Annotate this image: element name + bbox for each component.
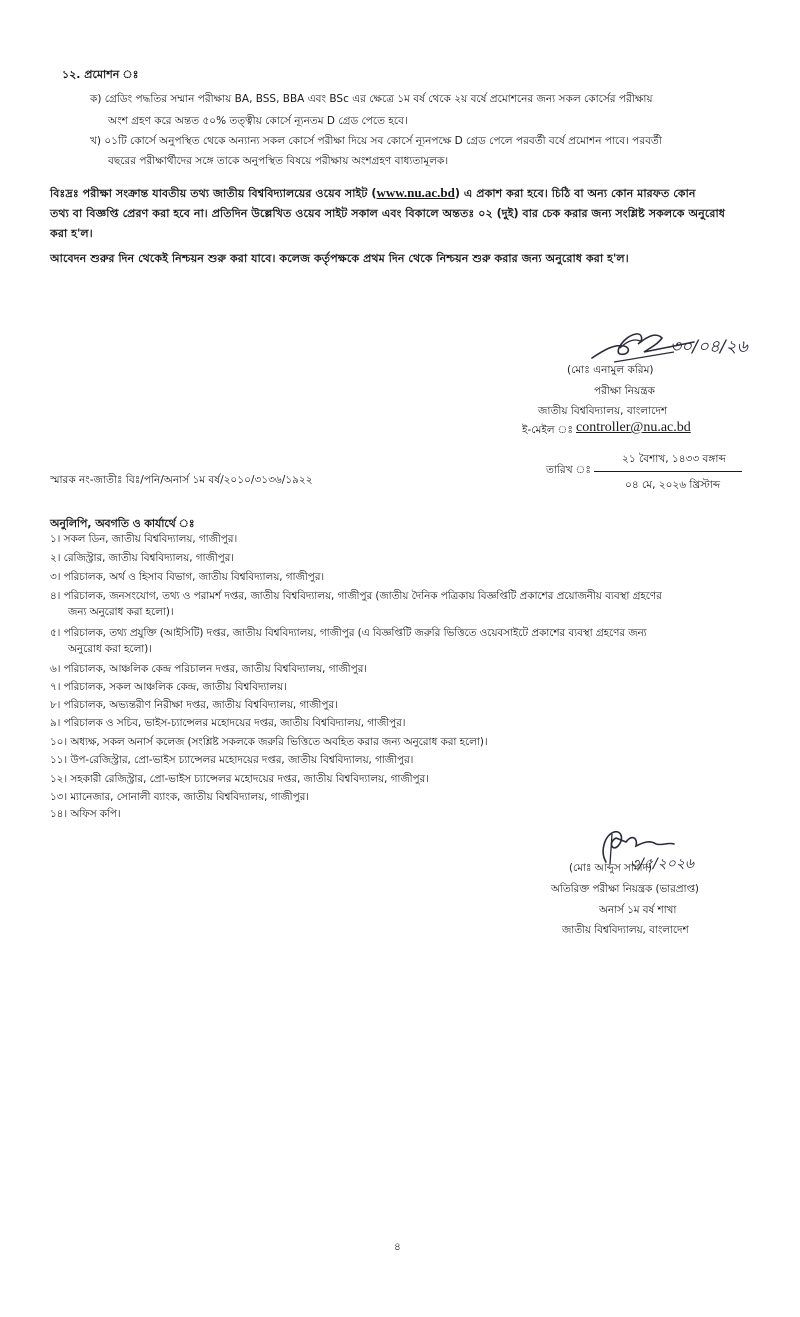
- controller-name: (মোঃ এনামুল করিম): [567, 364, 654, 376]
- copy-item: ১। সকল ডিন, জাতীয় বিশ্ববিদ্যালয়, গাজীপুর।: [50, 533, 238, 545]
- notice-line4: আবেদন শুরুর দিন থেকেই নিশ্চয়ন শুরু করা যাবে। কলেজ কর্তৃপক্ষকে প্রথম দিন থেকে নিশ্চয়ন শুরু করার জন্য অনুরোধ করা হ'ল।: [50, 252, 629, 265]
- additional-controller-name: (মোঃ আব্দুস সামাদ): [569, 862, 652, 874]
- additional-controller-title: অতিরিক্ত পরীক্ষা নিয়ন্ত্রক (ভারপ্রাপ্ত): [551, 883, 699, 895]
- date-label: তারিখ ঃ: [546, 464, 591, 476]
- date-divider: [594, 471, 742, 472]
- copy-item: ৪। পরিচালক, জনসংযোগ, তথ্য ও পরামর্শ দপ্তর, জাতীয় বিশ্ববিদ্যালয়, গাজীপুর (জাতীয় দৈনিক পত্রিকায় বিজ্ঞপ্তিটি প্রকাশের প্রয়োজনীয় ব্যবস্থা গ্রহণের: [50, 590, 662, 602]
- date-bangla: ২১ বৈশাখ, ১৪৩৩ বঙ্গাব্দ: [622, 453, 726, 465]
- copy-item: ৩। পরিচালক, অর্থ ও হিসাব বিভাগ, জাতীয় বিশ্ববিদ্যালয়, গাজীপুর।: [50, 571, 325, 583]
- copy-item-continuation: অনুরোধ করা হলো)।: [68, 643, 152, 655]
- copy-item: ৫। পরিচালক, তথ্য প্রযুক্তি (আইসিটি) দপ্তর, জাতীয় বিশ্ববিদ্যালয়, গাজীপুর (এ বিজ্ঞপ্তিটি জরুরি ভিত্তিতে ওয়েবসাইটে প্রকাশের ব্যবস্থা গ্রহণের জন্য: [50, 627, 647, 639]
- copy-item: ১০। অধ্যক্ষ, সকল অনার্স কলেজ (সংশ্লিষ্ট সকলকে জরুরি ভিত্তিতে অবহিত করার জন্য অনুরোধ করা হলো)।: [50, 736, 488, 748]
- copy-item: ১৪। অফিস কপি।: [50, 808, 121, 820]
- notice-text-after: ) এ প্রকাশ করা হবে। চিঠি বা অন্য কোন মারফত কোন: [454, 187, 696, 200]
- copy-item: ৬। পরিচালক, আঞ্চলিক কেন্দ্র পরিচালন দপ্তর, জাতীয় বিশ্ববিদ্যালয়, গাজীপুর।: [50, 663, 367, 675]
- promotion-rule-a-line1: ক) গ্রেডিং পদ্ধতির সম্মান পরীক্ষায় BA, BSS, BBA এবং BSc এর ক্ষেত্রে ১ম বর্ষ থেকে ২য় বর্ষে প্রমোশনের জন্য সকল কোর্সের পরীক্ষায়: [90, 93, 653, 105]
- copy-item: ১৩। ম্যানেজার, সোনালী ব্যাংক, জাতীয় বিশ্ববিদ্যালয়, গাজীপুর।: [50, 791, 309, 803]
- copy-item: ২। রেজিস্ট্রার, জাতীয় বিশ্ববিদ্যালয়, গাজীপুর।: [50, 552, 234, 564]
- copy-item: ১২। সহকারী রেজিস্ট্রার, প্রো-ভাইস চ্যান্সেলর মহোদয়ের দপ্তর, জাতীয় বিশ্ববিদ্যালয়, গাজীপুর।: [50, 773, 429, 785]
- copy-item: ৮। পরিচালক, অভ্যন্তরীণ নিরীক্ষা দপ্তর, জাতীয় বিশ্ববিদ্যালয়, গাজীপুর।: [50, 699, 338, 711]
- notice-text-before: বিঃদ্রঃ পরীক্ষা সংক্রান্ত যাবতীয় তথ্য জাতীয় বিশ্ববিদ্যালয়ের ওয়েব সাইট (: [50, 187, 377, 200]
- notice-line1: [50, 185, 696, 204]
- section-12-title: ১২. প্রমোশন ঃ: [62, 68, 139, 81]
- date-gregorian: ০৪ মে, ২০২৬ খ্রিস্টাব্দ: [625, 479, 721, 491]
- copy-item-continuation: জন্য অনুরোধ করা হলো)।: [68, 606, 174, 618]
- email-link[interactable]: controller@nu.ac.bd: [576, 420, 691, 435]
- promotion-rule-b-line2: বছরের পরীক্ষার্থীদের সঙ্গে তাকে অনুপস্থিত বিষয়ে পরীক্ষায় অংশগ্রহণ বাধ্যতামূলক।: [108, 155, 449, 167]
- promotion-rule-a-line2: অংশ গ্রহণ করে অন্তত ৫০% তত্ত্বীয় কোর্সে ন্যূনতম D গ্রেড পেতে হবে।: [108, 115, 408, 127]
- page-number: ৪: [394, 1241, 401, 1253]
- copy-item: ৭। পরিচালক, সকল আঞ্চলিক কেন্দ্র, জাতীয় বিশ্ববিদ্যালয়।: [50, 681, 287, 693]
- notice-line3: করা হ'ল।: [50, 227, 93, 240]
- promotion-rule-b-line1: খ) ০১টি কোর্সে অনুপস্থিত থেকে অন্যান্য সকল কোর্সে পরীক্ষা দিয়ে সব কোর্সে ন্যূনপক্ষে D গ্রেড পেলে পরবর্তী বর্ষে প্রমোশন পাবে। পরবর্তী: [90, 135, 662, 147]
- copy-item: ৯। পরিচালক ও সচিব, ভাইস-চ্যান্সেলর মহোদয়ের দপ্তর, জাতীয় বিশ্ববিদ্যালয়, গাজীপুর।: [50, 717, 406, 729]
- svg-text:৩০/০৪/২৬: ৩০/০৪/২৬: [670, 337, 748, 357]
- additional-controller-department: অনার্স ১ম বর্ষ শাখা: [599, 904, 677, 916]
- email-label: ই-মেইল ঃ: [522, 424, 573, 436]
- svg-text:৩/৫/২০২৬: ৩/৫/২০২৬: [630, 856, 695, 872]
- copy-item: ১১। উপ-রেজিস্ট্রার, প্রো-ভাইস চ্যান্সেলর মহোদয়ের দপ্তর, জাতীয় বিশ্ববিদ্যালয়, গাজীপুর।: [50, 754, 414, 766]
- website-link[interactable]: www.nu.ac.bd: [376, 185, 455, 200]
- controller-title: পরীক্ষা নিয়ন্ত্রক: [594, 385, 655, 397]
- memo-number: স্মারক নং-জাতীঃ বিঃ/পনি/অনার্স ১ম বর্ষ/২০১০/৩১৩৬/১৯২২: [50, 474, 313, 486]
- controller-organization: জাতীয় বিশ্ববিদ্যালয়, বাংলাদেশ: [538, 405, 668, 417]
- notice-line2: তথ্য বা বিজ্ঞপ্তি প্রেরণ করা হবে না। প্রতিদিন উল্লেখিত ওয়েব সাইট সকাল এবং বিকালে অন্ততঃ ০২ (দুই) বার চেক করার জন্য সংশ্লিষ্ট সকলকে অনুরোধ: [50, 207, 725, 220]
- additional-controller-organization: জাতীয় বিশ্ববিদ্যালয়, বাংলাদেশ: [562, 924, 689, 936]
- copies-title: অনুলিপি, অবগতি ও কার্যার্থে ঃ: [50, 517, 195, 530]
